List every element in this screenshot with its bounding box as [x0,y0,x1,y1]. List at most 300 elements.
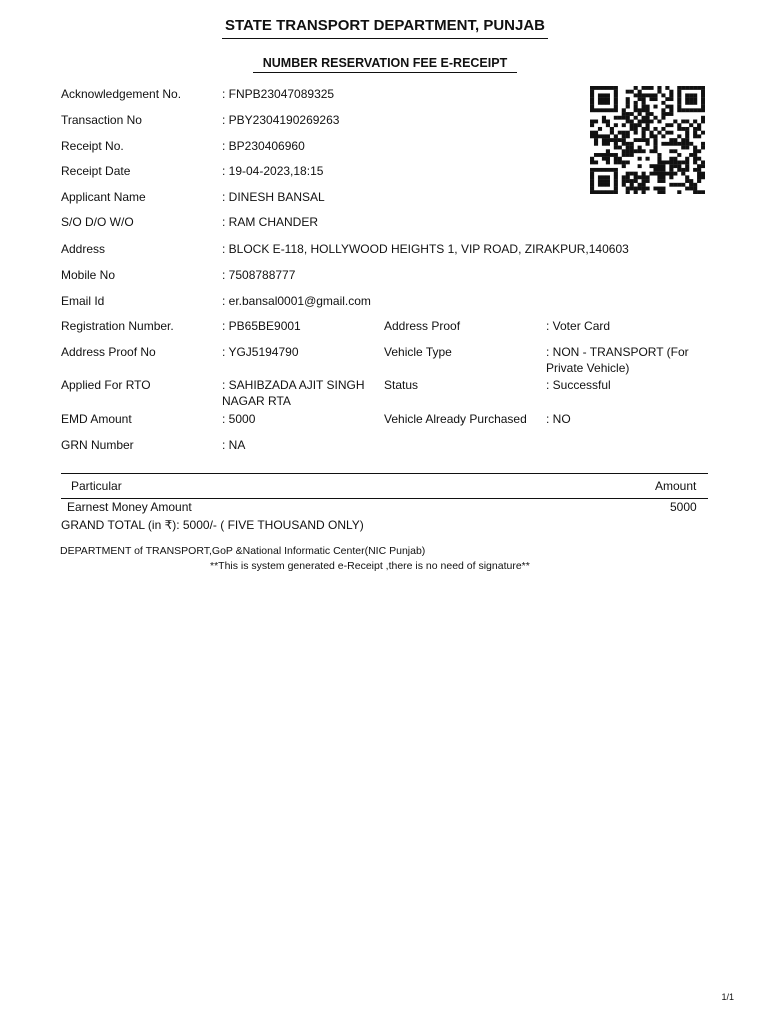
qr-module [657,157,661,161]
qr-module [673,138,677,142]
qr-module [622,175,626,179]
qr-module [622,142,626,146]
date-label: Receipt Date [61,164,131,178]
qr-module [610,153,614,157]
qr-module [677,86,681,90]
qr-module [665,160,669,164]
qr-module [598,168,602,172]
qr-module [685,142,689,146]
qr-module [689,142,693,146]
qr-module [669,93,673,97]
qr-module [606,86,610,90]
qr-module [681,160,685,164]
qr-module [614,101,618,105]
qr-module [642,127,646,131]
qr-module [606,108,610,112]
qr-module [590,108,594,112]
rto-value: : SAHIBZADA AJIT SINGH NAGAR RTA [222,378,365,408]
qr-module [602,101,606,105]
qr-module [642,175,646,179]
qr-module [602,134,606,138]
qr-module [590,123,594,127]
qr-module [689,108,693,112]
qr-module [626,105,630,109]
qr-module [673,157,677,161]
qr-module [653,168,657,172]
qr-module [677,105,681,109]
qr-module [669,157,673,161]
name-label: Applicant Name [61,190,146,204]
qr-module [693,168,697,172]
qr-module [646,105,650,109]
qr-module [594,142,598,146]
qr-module [689,123,693,127]
qr-module [606,168,610,172]
qr-module [661,101,665,105]
qr-module [594,153,598,157]
qr-module [634,86,638,90]
qr-module [590,90,594,94]
qr-module [649,112,653,116]
qr-module [642,183,646,187]
qr-module [626,175,630,179]
qr-module [594,108,598,112]
qr-module [669,149,673,153]
qr-module [630,187,634,191]
qr-module [697,127,701,131]
qr-module [626,149,630,153]
qr-module [590,93,594,97]
qr-module [602,157,606,161]
qr-module [626,146,630,150]
qr-module [594,86,598,90]
qr-module [642,105,646,109]
qr-module [634,127,638,131]
qr-module [673,160,677,164]
qr-module [661,160,665,164]
qr-module [701,108,705,112]
table-top-rule [61,473,708,474]
qr-module [681,108,685,112]
name-value: : DINESH BANSAL [222,190,325,204]
qr-module [701,93,705,97]
regno-label: Registration Number. [61,319,174,333]
mobile-label: Mobile No [61,268,116,282]
qr-module [649,97,653,101]
qr-module [646,157,650,161]
qr-module [622,149,626,153]
qr-module [606,97,610,101]
qr-module [642,131,646,135]
qr-module [693,134,697,138]
qr-module [657,168,661,172]
address-value: : BLOCK E-118, HOLLYWOOD HEIGHTS 1, VIP ROAD, ZIRAKPUR,140603 [222,242,629,256]
qr-module [685,160,689,164]
qr-module [630,142,634,146]
ack-label: Acknowledgement No. [61,87,182,101]
qr-module [642,138,646,142]
qr-module [630,153,634,157]
qr-module [665,97,669,101]
qr-module [693,187,697,191]
qr-module [677,123,681,127]
qr-module [701,86,705,90]
qr-module [646,187,650,191]
qr-module [626,97,630,101]
qr-module [693,190,697,194]
qr-module [598,101,602,105]
qr-module [653,164,657,168]
qr-module [693,93,697,97]
addrproof-value: : Voter Card [546,319,611,333]
qr-module [626,112,630,116]
qr-module [661,116,665,120]
qr-module [638,187,642,191]
qr-module [638,90,642,94]
qr-module [701,131,705,135]
vehtype-value: : NON - TRANSPORT (For Private Vehicle) [546,345,689,375]
qr-module [681,183,685,187]
qr-module [693,120,697,124]
qr-module [646,116,650,120]
qr-module [669,172,673,176]
qr-module [614,179,618,183]
qr-module [602,142,606,146]
qr-module [614,90,618,94]
qr-module [646,93,650,97]
qr-module [677,90,681,94]
qr-module [618,157,622,161]
qr-module [642,86,646,90]
qr-module [646,120,650,124]
qr-module [673,183,677,187]
qr-module [685,138,689,142]
qr-module [590,168,594,172]
qr-module [665,112,669,116]
qr-module [701,172,705,176]
qr-module [689,179,693,183]
qr-module [634,101,638,105]
qr-module [677,168,681,172]
qr-module [642,108,646,112]
qr-module [590,175,594,179]
qr-module [665,142,669,146]
qr-module [673,142,677,146]
qr-module [638,164,642,168]
qr-module [697,86,701,90]
qr-module [669,160,673,164]
qr-module [681,142,685,146]
qr-module [653,127,657,131]
qr-module [614,93,618,97]
qr-module [590,86,594,90]
qr-module [614,142,618,146]
qr-module [606,93,610,97]
qr-module [669,112,673,116]
qr-module [618,116,622,120]
qr-module [661,187,665,191]
qr-module [634,108,638,112]
status-label: Status [384,378,419,392]
qr-module [657,160,661,164]
qr-module [689,183,693,187]
qr-module [626,116,630,120]
qr-module [685,127,689,131]
qr-module [634,149,638,153]
qr-module [622,179,626,183]
qr-module [685,108,689,112]
qr-module [685,134,689,138]
qr-module [653,142,657,146]
qr-module [630,90,634,94]
qr-module [590,179,594,183]
txn-label: Transaction No [61,113,142,127]
qr-module [669,90,673,94]
qr-module [634,123,638,127]
qr-module [665,123,669,127]
sdw-label: S/O D/O W/O [61,215,134,229]
qr-module [602,108,606,112]
qr-module [653,116,657,120]
row-amount: 5000 [670,500,697,514]
qr-module [649,149,653,153]
qr-module [669,108,673,112]
qr-module [642,101,646,105]
qr-module [622,153,626,157]
qr-module [614,168,618,172]
qr-module [649,120,653,124]
qr-module [681,168,685,172]
qr-module [677,190,681,194]
qr-module [646,112,650,116]
qr-module [638,93,642,97]
qr-module [634,131,638,135]
qr-module [677,101,681,105]
qr-module [693,149,697,153]
qr-module [594,168,598,172]
qr-module [630,127,634,131]
qr-module [630,183,634,187]
qr-module [622,164,626,168]
qr-module [622,108,626,112]
qr-module [622,183,626,187]
qr-module [618,131,622,135]
qr-module [661,164,665,168]
qr-module [626,153,630,157]
qr-module [606,149,610,153]
qr-module [701,190,705,194]
qr-module [681,138,685,142]
qr-module [630,149,634,153]
document-subtitle: NUMBER RESERVATION FEE E-RECEIPT [253,56,517,73]
qr-module [677,183,681,187]
qr-module [598,86,602,90]
qr-module [653,146,657,150]
qr-module [697,134,701,138]
qr-module [693,97,697,101]
qr-module [626,172,630,176]
qr-module [614,86,618,90]
qr-module [697,108,701,112]
qr-module [606,138,610,142]
qr-module [677,134,681,138]
qr-module [657,175,661,179]
qr-module [677,164,681,168]
qr-module [677,108,681,112]
qr-module [689,187,693,191]
emd-value: : 5000 [222,412,256,426]
qr-module [590,190,594,194]
qr-module [614,105,618,109]
qr-module [610,131,614,135]
qr-module [630,179,634,183]
qr-module [610,108,614,112]
qr-module [610,86,614,90]
qr-module [626,179,630,183]
qr-module [642,172,646,176]
qr-module [598,97,602,101]
qr-module [638,112,642,116]
qr-module [602,183,606,187]
qr-module [665,86,669,90]
qr-module [614,160,618,164]
qr-module [693,101,697,105]
qr-module [685,168,689,172]
qr-module [590,183,594,187]
qr-module [681,120,685,124]
qr-module [634,172,638,176]
qr-module [634,105,638,109]
qr-module [693,153,697,157]
qr-module [634,116,638,120]
qr-module [646,123,650,127]
qr-module [685,120,689,124]
qr-module [669,164,673,168]
qr-module [630,120,634,124]
qr-module [614,187,618,191]
qr-module [669,183,673,187]
qr-module [685,86,689,90]
qr-module [657,131,661,135]
qr-module [594,190,598,194]
qr-module [685,175,689,179]
receipt-label: Receipt No. [61,139,124,153]
qr-module [697,164,701,168]
qr-module [634,93,638,97]
qr-module [614,123,618,127]
qr-module [594,160,598,164]
qr-module [669,175,673,179]
qr-module [669,97,673,101]
addrproofno-value: : YGJ5194790 [222,345,299,359]
qr-module [614,134,618,138]
qr-module [653,187,657,191]
qr-module [622,116,626,120]
page-number: 1/1 [721,992,734,1002]
qr-module [653,149,657,153]
qr-module [590,97,594,101]
qr-module [642,179,646,183]
qr-module [677,127,681,131]
qr-module [685,131,689,135]
qr-module [701,101,705,105]
addrproofno-label: Address Proof No [61,345,156,359]
qr-module [590,187,594,191]
qr-module [685,93,689,97]
qr-module [701,142,705,146]
qr-module [661,127,665,131]
qr-module [606,179,610,183]
email-value: : er.bansal0001@gmail.com [222,294,371,308]
qr-module [646,86,650,90]
qr-module [626,131,630,135]
qr-module [594,120,598,124]
qr-module [661,112,665,116]
qr-module [590,157,594,161]
qr-module [614,190,618,194]
qr-module [669,131,673,135]
qr-module [594,131,598,135]
qr-module [610,190,614,194]
qr-module [681,146,685,150]
qr-module [614,138,618,142]
qr-module [661,142,665,146]
qr-module [626,160,630,164]
qr-module [697,168,701,172]
qr-module [638,149,642,153]
qr-module [618,160,622,164]
qr-module [657,179,661,183]
qr-module [685,101,689,105]
purchased-value: : NO [546,412,571,426]
qr-module [669,105,673,109]
qr-module [657,86,661,90]
qr-module [602,116,606,120]
qr-module [598,127,602,131]
qr-module [602,138,606,142]
vehtype-label: Vehicle Type [384,345,452,359]
date-value: : 19-04-2023,18:15 [222,164,324,178]
qr-module [638,97,642,101]
qr-module [614,146,618,150]
qr-module [661,190,665,194]
qr-module [649,86,653,90]
qr-module [685,157,689,161]
qr-module [602,179,606,183]
qr-module [606,134,610,138]
qr-module [697,172,701,176]
qr-module [697,179,701,183]
qr-module [657,164,661,168]
qr-module [689,93,693,97]
qr-module [630,123,634,127]
qr-module [661,108,665,112]
qr-module [646,127,650,131]
qr-module [649,93,653,97]
addrproof-label: Address Proof [384,319,461,333]
txn-value: : PBY2304190269263 [222,113,340,127]
qr-module [606,142,610,146]
qr-module [598,134,602,138]
qr-module [598,190,602,194]
qr-module [634,187,638,191]
qr-module [701,175,705,179]
qr-module [642,120,646,124]
qr-module [685,146,689,150]
qr-module [665,131,669,135]
qr-module [590,120,594,124]
qr-module [669,138,673,142]
